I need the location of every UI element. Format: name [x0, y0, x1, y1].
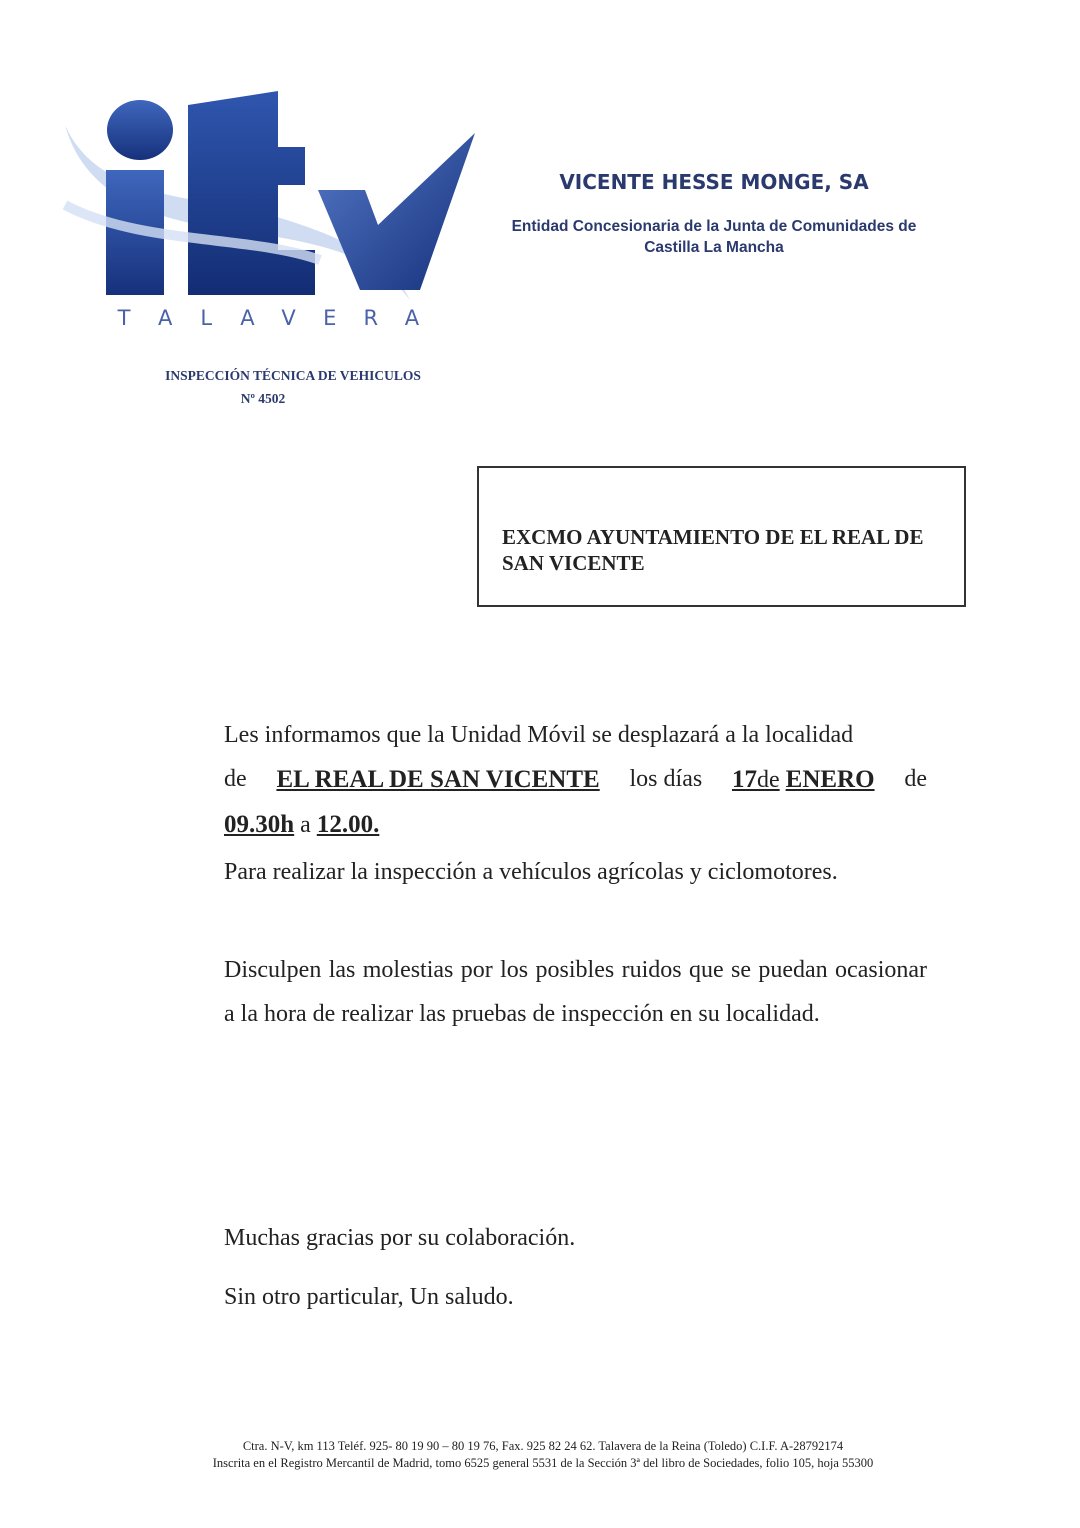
locality-name: EL REAL DE SAN VICENTE: [276, 766, 600, 793]
logo-letter: L: [200, 306, 213, 330]
time-end: 12.00.: [316, 811, 380, 838]
word-de: de: [904, 766, 927, 792]
time-start: 09.30h: [224, 811, 295, 838]
itv-title: INSPECCIÓN TÉCNICA DE VEHICULOS: [165, 368, 421, 383]
logo-letter: R: [363, 306, 379, 330]
logo-letter: A: [240, 306, 255, 330]
recipient-name: [502, 524, 952, 576]
thanks-line: Muchas gracias por su colaboración.: [224, 1225, 576, 1251]
recipient-line-1: EXCMO AYUNTAMIENTO DE EL REAL DE: [502, 525, 924, 549]
t-shape: [188, 91, 315, 295]
company-name: VICENTE HESSE MONGE, SA: [559, 170, 869, 194]
logo-letter: A: [157, 306, 173, 330]
logo-letter: V: [281, 306, 296, 330]
apology-paragraph: Disculpen las molestias por los posibles ruidos que se puedan ocasionar a la hora de realizar las pruebas de inspección en su localidad.: [224, 957, 927, 1027]
visit-month: ENERO: [785, 766, 875, 793]
footer-address: Ctra. N-V, km 113 Teléf. 925- 80 19 90 – 80 19 76, Fax. 925 82 24 62. Talavera de la Reina (Toledo) C.I.F. A-28792174: [242, 1439, 844, 1453]
itv-talavera-logo: [60, 85, 490, 335]
word-a: a: [300, 812, 311, 838]
visit-time-line: [224, 811, 927, 839]
i-dot-shape: [107, 100, 173, 160]
visit-day: 17: [731, 766, 757, 793]
entity-line-2: Castilla La Mancha: [644, 239, 784, 256]
entity-description: [500, 216, 928, 258]
itv-number: Nº 4502: [240, 391, 286, 406]
word-de: de: [756, 767, 780, 793]
footer-registry: Inscrita en el Registro Mercantil de Madrid, tomo 6525 general 5531 de la Sección 3ª del libro de Sociedades, folio 105, hoja 55300: [212, 1456, 874, 1470]
intro-paragraph: Les informamos que la Unidad Móvil se desplazará a la localidad: [224, 722, 854, 748]
word-de: de: [224, 766, 247, 792]
logo-letter: T: [117, 306, 131, 330]
recipient-line-2: SAN VICENTE: [502, 551, 645, 575]
entity-line-1: Entidad Concesionaria de la Junta de Comunidades de: [511, 218, 917, 235]
visit-details-line: [224, 766, 927, 794]
closing-line: Sin otro particular, Un saludo.: [224, 1284, 514, 1310]
logo-letter: E: [323, 306, 337, 330]
logo-letter: A: [404, 306, 420, 330]
purpose-paragraph: Para realizar la inspección a vehículos agrícolas y ciclomotores.: [224, 859, 838, 885]
v-shape: [318, 133, 475, 290]
word-los-dias: los días: [629, 766, 703, 792]
visit-day-group: [732, 766, 875, 794]
talavera-wordmark: [108, 306, 428, 330]
